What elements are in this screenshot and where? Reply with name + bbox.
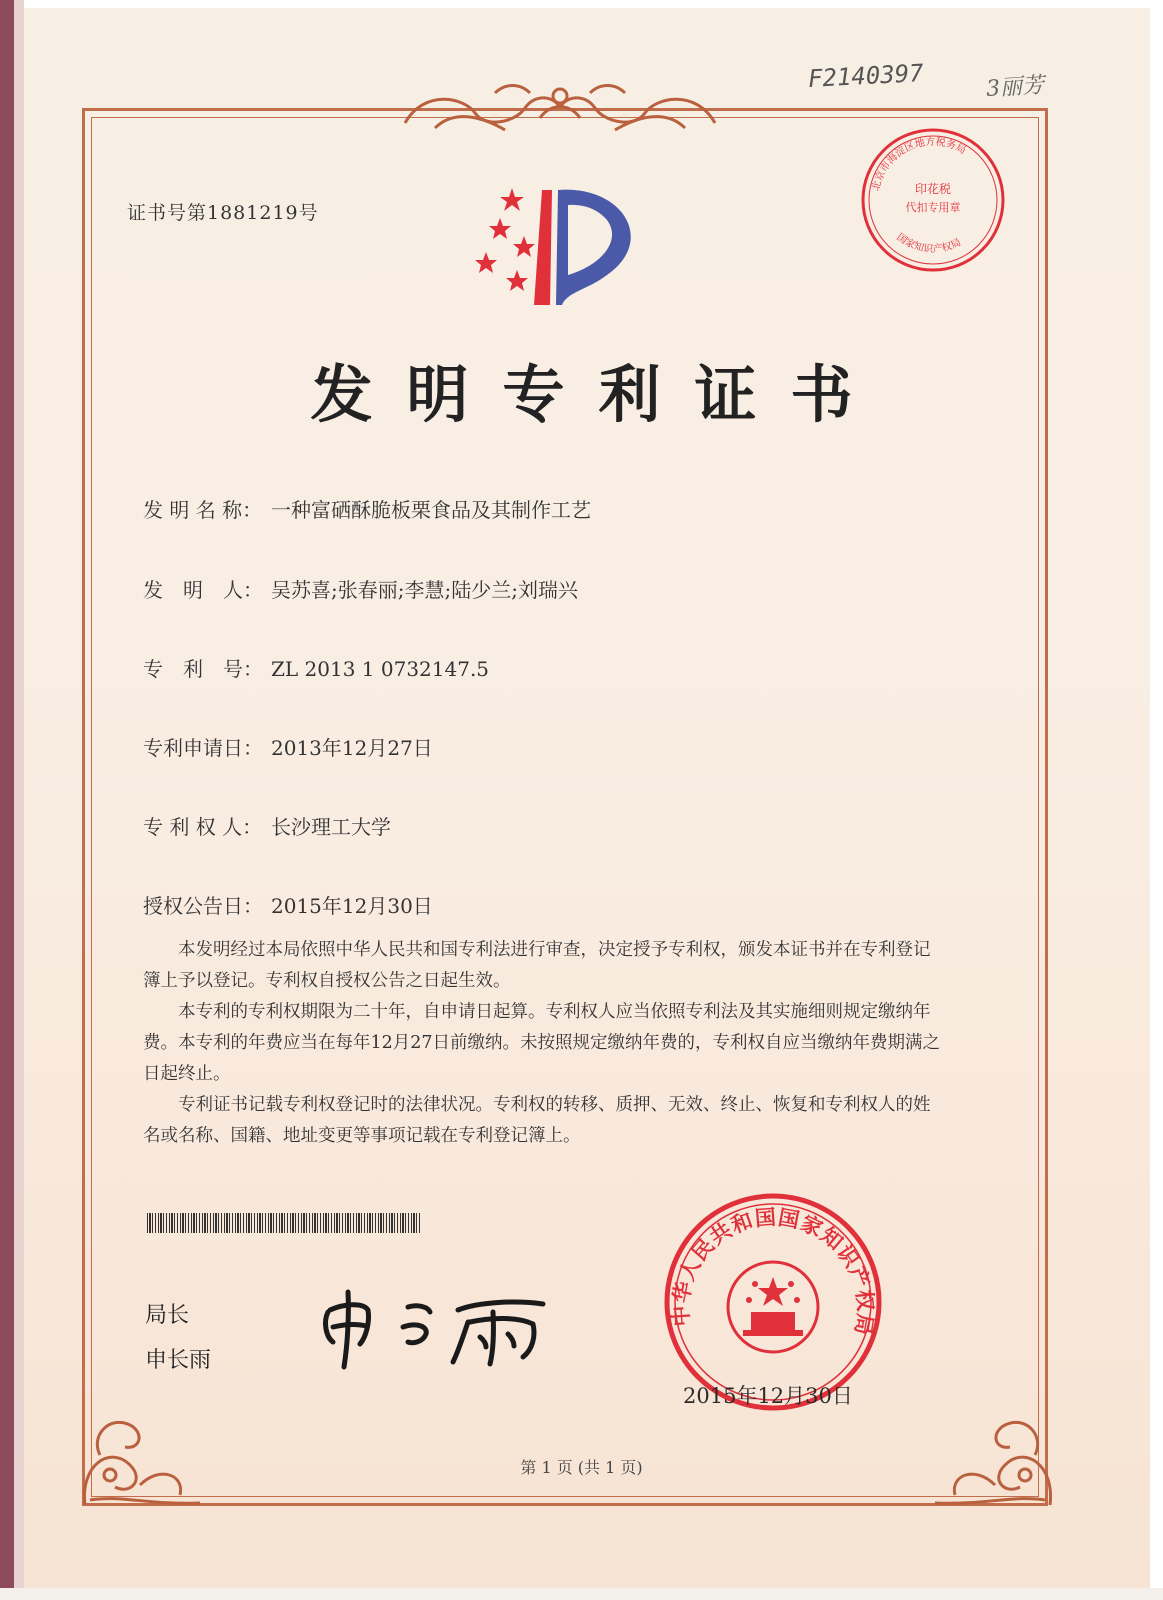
field-label: 发 明 人： xyxy=(143,578,263,602)
body-paragraph: 专利证书记载专利权登记时的法律状况。专利权的转移、质押、无效、终止、恢复和专利权人的姓名或名称、国籍、地址变更等事项记载在专利登记簿上。 xyxy=(143,1095,931,1146)
svg-text:国家知识产权局: 国家知识产权局 xyxy=(894,231,963,256)
field-label: 授权公告日： xyxy=(143,894,263,918)
field-inventors xyxy=(143,574,578,603)
body-paragraph: 本专利的专利权期限为二十年，自申请日起算。专利权人应当依照专利法及其实施细则规定缴纳年费。本专利的年费应当在每年12月27日前缴纳。未按照规定缴纳年费的，专利权自应当缴纳年费期满之日起终止。 xyxy=(143,1002,941,1084)
director-signature xyxy=(318,1282,558,1372)
field-application-date xyxy=(143,732,433,761)
handwritten-note: F2140397 xyxy=(807,58,925,94)
tax-seal-text-2: 代扣专用章 xyxy=(905,201,961,214)
field-value: 长沙理工大学 xyxy=(271,815,391,839)
field-invention-name xyxy=(143,494,591,523)
field-patentee xyxy=(143,811,391,840)
field-value: 2015年12月30日 xyxy=(271,894,433,918)
body-paragraph: 本发明经过本局依照中华人民共和国专利法进行审查，决定授予专利权，颁发本证书并在专利登记簿上予以登记。专利权自授权公告之日起生效。 xyxy=(143,940,931,991)
tax-seal-text-1: 印花税 xyxy=(914,182,952,196)
tax-seal xyxy=(858,125,1008,275)
certificate-body xyxy=(143,935,943,1152)
field-grant-date xyxy=(143,890,433,919)
field-value: ZL 2013 1 0732147.5 xyxy=(271,657,490,681)
patent-office-logo xyxy=(472,180,642,310)
scan-margin-bottom xyxy=(0,1588,1163,1600)
director-name: 申长雨 xyxy=(145,1348,212,1373)
field-label: 发 明 名 称： xyxy=(143,498,263,522)
field-value: 2013年12月27日 xyxy=(271,736,433,760)
issue-date: 2015年12月30日 xyxy=(683,1384,853,1408)
field-label: 专利申请日： xyxy=(143,736,263,760)
certificate-border-inner xyxy=(91,117,1039,1497)
page-number: 第 1 页 (共 1 页) xyxy=(520,1458,643,1477)
state-ipo-seal xyxy=(663,1192,883,1412)
field-value: 一种富硒酥脆板栗食品及其制作工艺 xyxy=(271,498,591,522)
handwritten-note-2: 3丽芳 xyxy=(985,73,1045,102)
field-value: 吴苏喜;张春丽;李慧;陆少兰;刘瑞兴 xyxy=(271,578,578,602)
binding-edge-inner xyxy=(14,0,24,1600)
certificate-number: 证书号第1881219号 xyxy=(127,202,319,224)
field-patent-number xyxy=(143,653,489,682)
director-title: 局长 xyxy=(145,1303,190,1328)
field-label: 专 利 权 人： xyxy=(143,815,263,839)
seal-ring-text: 中华人民共和国国家知识产权局 xyxy=(668,1205,878,1338)
page-title: 发明专利证书 xyxy=(310,358,887,431)
top-ornament xyxy=(395,78,725,140)
svg-text:北京市海淀区地方税务局: 北京市海淀区地方税务局 xyxy=(870,136,968,193)
binding-edge xyxy=(0,0,14,1600)
barcode xyxy=(147,1213,422,1233)
field-label: 专 利 号： xyxy=(143,657,263,681)
